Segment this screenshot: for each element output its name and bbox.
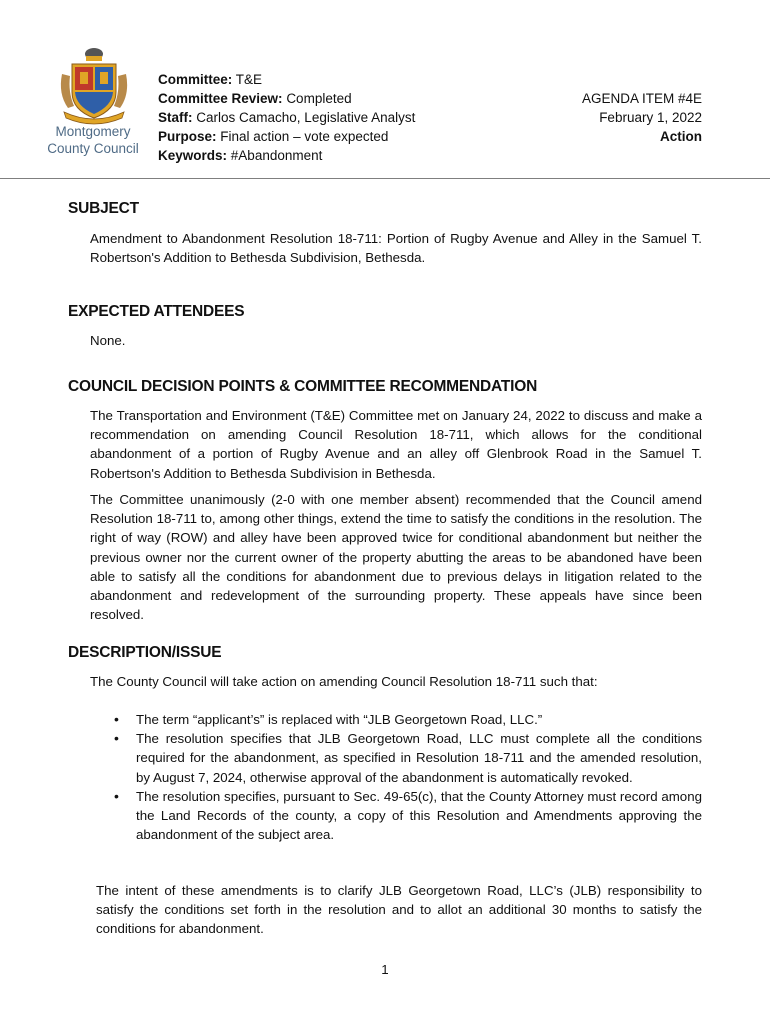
list-item: • The resolution specifies, pursuant to Sec. 49-65(c), that the County Attorney must record among the Land Records of the county, a copy of this Resolution and Amendments approving the abandonment of the subject area. xyxy=(112,787,702,845)
committee-label: Committee: xyxy=(158,72,233,87)
attendees-text: None. xyxy=(90,333,126,348)
staff-value: Carlos Camacho, Legislative Analyst xyxy=(196,110,416,125)
committee-value: T&E xyxy=(235,72,263,87)
subject-heading: SUBJECT xyxy=(68,200,139,217)
header-divider xyxy=(0,178,770,179)
description-heading: DESCRIPTION/ISSUE xyxy=(68,644,222,661)
agenda-date: February 1, 2022 xyxy=(599,110,702,125)
list-item: • The term “applicant’s” is replaced with “JLB Georgetown Road, LLC.” xyxy=(112,710,702,729)
keywords-row xyxy=(158,146,415,165)
org-name-line1: Montgomery xyxy=(55,124,131,139)
review-row xyxy=(158,89,415,108)
intent-paragraph: The intent of these amendments is to clarify JLB Georgetown Road, LLC’s (JLB) responsibility to satisfy the conditions set forth in the resolution and to allot an additional 30 months to satisfy the conditions for abandonment. xyxy=(96,883,702,937)
description-intro: The County Council will take action on amending Council Resolution 18-711 such that: xyxy=(90,674,598,689)
org-name-line2: County Council xyxy=(47,141,139,156)
county-seal-logo xyxy=(56,44,132,126)
purpose-row xyxy=(158,127,415,146)
purpose-value: Final action – vote expected xyxy=(220,129,389,144)
decision-paragraph-1: The Transportation and Environment (T&E) Committee met on January 24, 2022 to discuss and make a recommendation on amending Council Resolution 18-711, which allows for the conditional abandonment of a portion of Rugby Avenue and an alley off Glenbrook Road in the Samuel T. Robertson's Addition to Bethesda Subdivision in Bethesda. xyxy=(90,408,702,481)
review-label: Committee Review: xyxy=(158,91,283,106)
attendees-heading: EXPECTED ATTENDEES xyxy=(68,303,245,320)
decision-heading: COUNCIL DECISION POINTS & COMMITTEE RECOMMENDATION xyxy=(68,378,538,395)
subject-text: Amendment to Abandonment Resolution 18-711: Portion of Rugby Avenue and Alley in the Samuel T. Robertson's Addition to Bethesda Subdivision, Bethesda. xyxy=(90,231,702,266)
description-bullet-list xyxy=(112,710,702,844)
agenda-item: AGENDA ITEM #4E xyxy=(581,91,702,106)
decision-paragraph-2: The Committee unanimously (2-0 with one member absent) recommended that the Council amend Resolution 18-711 to, among other things, extend the time to satisfy the conditions in the resolution. The right of way (ROW) and alley have been approved twice for conditional abandonment but neither the previous owner nor the current owner of the property abutting the areas to be abandoned have been able to satisfy all the conditions for abandonment due to previous delays in litigation related to the abandonment and redevelopment of the surrounding property. These appeals have since been resolved. xyxy=(90,492,702,623)
staff-label: Staff: xyxy=(158,110,193,125)
page-number: 1 xyxy=(381,962,389,977)
agenda-action: Action xyxy=(660,129,702,144)
org-name xyxy=(40,123,146,157)
purpose-label: Purpose: xyxy=(158,129,217,144)
committee-row xyxy=(158,70,415,89)
list-item: • The resolution specifies that JLB Georgetown Road, LLC must complete all the conditions required for the abandonment, as specified in Resolution 18-711 and the amended resolution, by August 7, 2024, otherwise approval of the abandonment is automatically revoked. xyxy=(112,729,702,787)
document-header xyxy=(0,0,770,180)
review-value: Completed xyxy=(286,91,352,106)
staff-row xyxy=(158,108,415,127)
keywords-value: #Abandonment xyxy=(230,148,323,163)
agenda-block xyxy=(582,89,702,146)
meta-block xyxy=(158,70,415,165)
keywords-label: Keywords: xyxy=(158,148,228,163)
